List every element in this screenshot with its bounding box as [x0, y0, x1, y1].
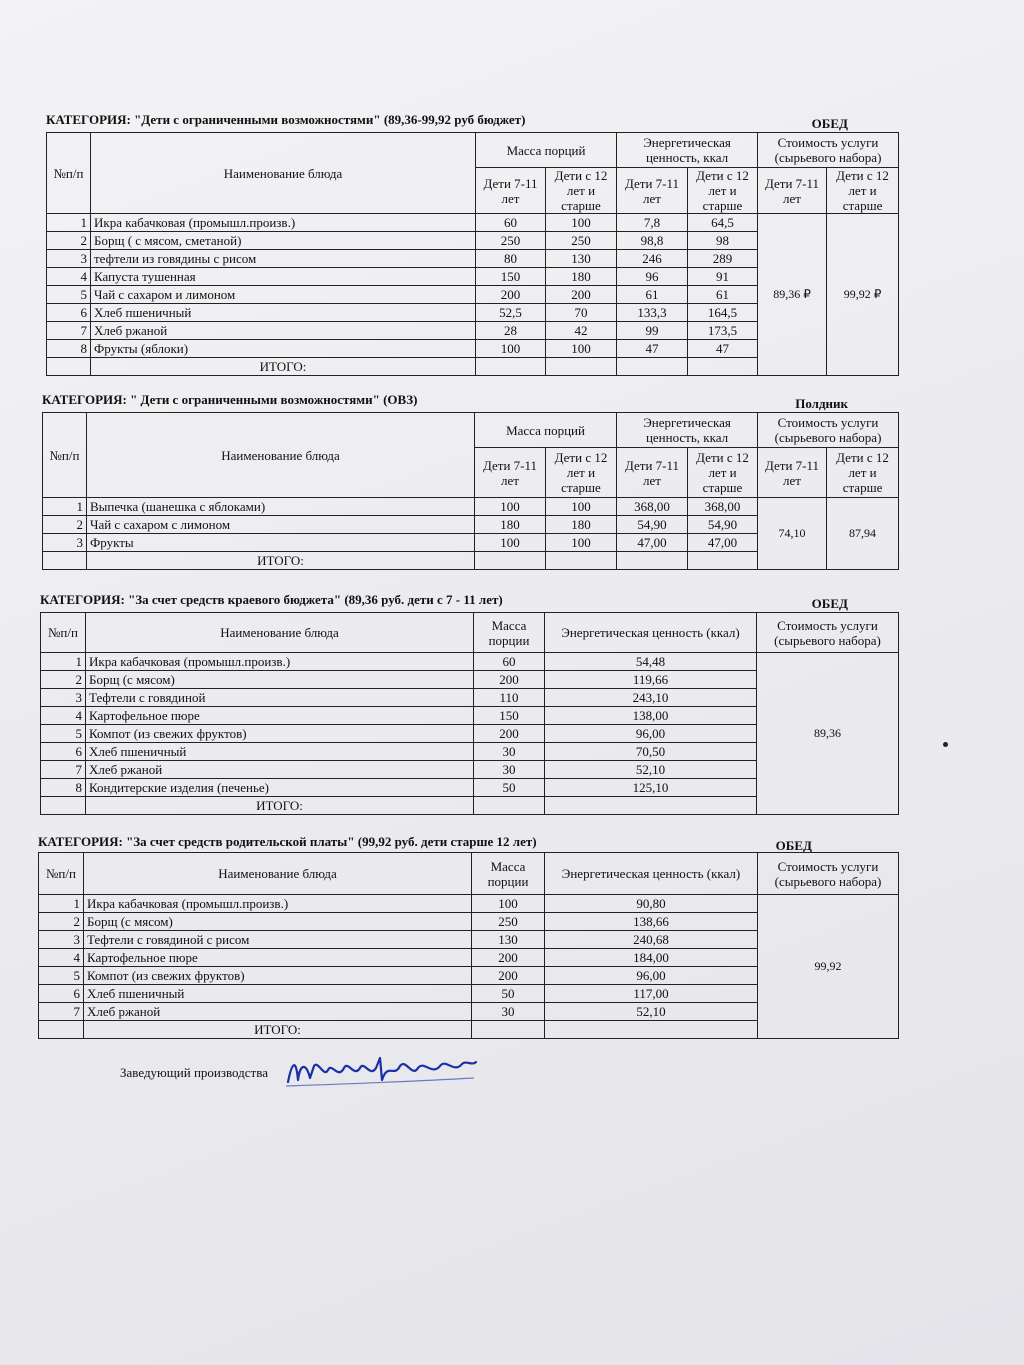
- mass-12: 130: [546, 250, 617, 268]
- energy: 117,00: [545, 985, 758, 1003]
- mass: 30: [472, 1003, 545, 1021]
- mass: 30: [474, 743, 545, 761]
- mass: 60: [474, 653, 545, 671]
- category-title: [40, 592, 898, 610]
- total-label: ИТОГО:: [91, 358, 476, 376]
- header-age-12: Дети с 12 лет и старше: [546, 448, 617, 498]
- header-age-12: Дети с 12 лет и старше: [688, 448, 758, 498]
- header-cost: Стоимость услуги (сырьевого набора): [757, 613, 899, 653]
- mass-12: 70: [546, 304, 617, 322]
- dish-name: Хлеб пшеничный: [84, 985, 472, 1003]
- energy-7-11: 47,00: [617, 534, 688, 552]
- dish-name: Борщ ( с мясом, сметаной): [91, 232, 476, 250]
- header-num: №п/п: [41, 613, 86, 653]
- mass-12: 180: [546, 516, 617, 534]
- mass-7-11: 250: [476, 232, 546, 250]
- row-number: 7: [39, 1003, 84, 1021]
- signature-label: Заведующий производства: [120, 1065, 268, 1080]
- total-label: ИТОГО:: [87, 552, 475, 570]
- dish-name: Икра кабачковая (промышл.произв.): [84, 895, 472, 913]
- cost-7-11: 74,10: [758, 498, 827, 570]
- table-row: [39, 895, 899, 913]
- category-title: [38, 834, 898, 852]
- energy: 138,00: [545, 707, 757, 725]
- dish-name: Капуста тушенная: [91, 268, 476, 286]
- menu-table: [38, 852, 899, 1039]
- mass-12: 100: [546, 498, 617, 516]
- row-number: 4: [47, 268, 91, 286]
- energy: 90,80: [545, 895, 758, 913]
- row-number: 2: [43, 516, 87, 534]
- meal-label: ОБЕД: [811, 596, 848, 611]
- header-energy: Энергетическая ценность (ккал): [545, 613, 757, 653]
- mass: 250: [472, 913, 545, 931]
- cost: 99,92: [758, 895, 899, 1039]
- energy-7-11: 368,00: [617, 498, 688, 516]
- row-number: 1: [41, 653, 86, 671]
- mass: 50: [472, 985, 545, 1003]
- row-number: 1: [39, 895, 84, 913]
- mass-7-11: 28: [476, 322, 546, 340]
- mass-7-11: 52,5: [476, 304, 546, 322]
- header-cost: Стоимость услуги (сырьевого набора): [758, 413, 899, 448]
- mass-7-11: 80: [476, 250, 546, 268]
- header-cost: Стоимость услуги (сырьевого набора): [758, 853, 899, 895]
- mass: 200: [474, 671, 545, 689]
- header-age-12: Дети с 12 лет и старше: [688, 168, 758, 214]
- dish-name: тефтели из говядины с рисом: [91, 250, 476, 268]
- header-mass: Масса порции: [474, 613, 545, 653]
- dish-name: Выпечка (шанешка с яблоками): [87, 498, 475, 516]
- energy-12: 61: [688, 286, 758, 304]
- category-text: КАТЕГОРИЯ: " Дети с ограниченными возможностями" (ОВЗ): [42, 392, 418, 407]
- meal-label: ОБЕД: [775, 838, 812, 853]
- mass-12: 180: [546, 268, 617, 286]
- category-title: [42, 392, 898, 410]
- energy-7-11: 99: [617, 322, 688, 340]
- mass: 100: [472, 895, 545, 913]
- header-age-7-11: Дети 7-11 лет: [476, 168, 546, 214]
- row-number: 7: [41, 761, 86, 779]
- mass: 50: [474, 779, 545, 797]
- dish-name: Картофельное пюре: [84, 949, 472, 967]
- dish-name: Хлеб ржаной: [91, 322, 476, 340]
- energy: 184,00: [545, 949, 758, 967]
- mass: 150: [474, 707, 545, 725]
- header-mass: Масса порции: [472, 853, 545, 895]
- mass-12: 42: [546, 322, 617, 340]
- row-number: 8: [41, 779, 86, 797]
- cost-7-11: 89,36 ₽: [758, 214, 827, 376]
- energy: 138,66: [545, 913, 758, 931]
- row-number: 3: [47, 250, 91, 268]
- mass: 130: [472, 931, 545, 949]
- cost: 89,36: [757, 653, 899, 815]
- table-row: [47, 214, 899, 232]
- total-label: ИТОГО:: [86, 797, 474, 815]
- header-num: №п/п: [47, 133, 91, 214]
- row-number: 4: [39, 949, 84, 967]
- row-number: 5: [47, 286, 91, 304]
- row-number: 7: [47, 322, 91, 340]
- header-energy: Энергетическая ценность, ккал: [617, 413, 758, 448]
- dish-name: Чай с сахаром с лимоном: [87, 516, 475, 534]
- header-mass: Масса порций: [476, 133, 617, 168]
- header-energy: Энергетическая ценность, ккал: [617, 133, 758, 168]
- row-number: 5: [41, 725, 86, 743]
- dish-name: Хлеб ржаной: [86, 761, 474, 779]
- header-energy: Энергетическая ценность (ккал): [545, 853, 758, 895]
- mass-12: 100: [546, 534, 617, 552]
- energy-12: 368,00: [688, 498, 758, 516]
- energy: 96,00: [545, 967, 758, 985]
- header-num: №п/п: [39, 853, 84, 895]
- category-text: КАТЕГОРИЯ: "Дети с ограниченными возможностями" (89,36-99,92 руб бюджет): [46, 112, 526, 127]
- ink-dot: [943, 742, 948, 747]
- header-age-12: Дети с 12 лет и старше: [827, 168, 899, 214]
- energy-12: 289: [688, 250, 758, 268]
- mass: 200: [474, 725, 545, 743]
- energy-12: 164,5: [688, 304, 758, 322]
- mass-12: 200: [546, 286, 617, 304]
- energy-7-11: 133,3: [617, 304, 688, 322]
- energy: 52,10: [545, 1003, 758, 1021]
- mass-12: 250: [546, 232, 617, 250]
- header-num: №п/п: [43, 413, 87, 498]
- mass-7-11: 180: [475, 516, 546, 534]
- mass-7-11: 60: [476, 214, 546, 232]
- energy: 70,50: [545, 743, 757, 761]
- dish-name: Компот (из свежих фруктов): [84, 967, 472, 985]
- energy-12: 64,5: [688, 214, 758, 232]
- energy-7-11: 96: [617, 268, 688, 286]
- energy-12: 47: [688, 340, 758, 358]
- energy-7-11: 47: [617, 340, 688, 358]
- dish-name: Кондитерские изделия (печенье): [86, 779, 474, 797]
- energy: 96,00: [545, 725, 757, 743]
- row-number: 8: [47, 340, 91, 358]
- dish-name: Фрукты (яблоки): [91, 340, 476, 358]
- energy: 54,48: [545, 653, 757, 671]
- section-3: [40, 592, 898, 816]
- dish-name: Хлеб пшеничный: [86, 743, 474, 761]
- header-age-7-11: Дети 7-11 лет: [617, 168, 688, 214]
- row-number: 1: [43, 498, 87, 516]
- mass-7-11: 100: [476, 340, 546, 358]
- header-name: Наименование блюда: [87, 413, 475, 498]
- header-name: Наименование блюда: [86, 613, 474, 653]
- mass-7-11: 100: [475, 534, 546, 552]
- dish-name: Чай с сахаром и лимоном: [91, 286, 476, 304]
- mass: 200: [472, 949, 545, 967]
- energy-7-11: 7,8: [617, 214, 688, 232]
- energy-12: 47,00: [688, 534, 758, 552]
- header-name: Наименование блюда: [84, 853, 472, 895]
- mass-7-11: 150: [476, 268, 546, 286]
- menu-table: [40, 612, 899, 815]
- dish-name: Тефтели с говядиной с рисом: [84, 931, 472, 949]
- dish-name: Фрукты: [87, 534, 475, 552]
- dish-name: Икра кабачковая (промышл.произв.): [91, 214, 476, 232]
- mass-12: 100: [546, 214, 617, 232]
- header-cost: Стоимость услуги (сырьевого набора): [758, 133, 899, 168]
- row-number: 3: [43, 534, 87, 552]
- category-text: КАТЕГОРИЯ: "За счет средств краевого бюджета" (89,36 руб. дети с 7 - 11 лет): [40, 592, 503, 607]
- energy-12: 91: [688, 268, 758, 286]
- header-age-7-11: Дети 7-11 лет: [475, 448, 546, 498]
- section-4: [38, 834, 898, 1046]
- meal-label: Полдник: [795, 396, 848, 411]
- dish-name: Тефтели с говядиной: [86, 689, 474, 707]
- row-number: 1: [47, 214, 91, 232]
- energy: 240,68: [545, 931, 758, 949]
- header-age-12: Дети с 12 лет и старше: [546, 168, 617, 214]
- energy-7-11: 246: [617, 250, 688, 268]
- cost-12: 87,94: [827, 498, 899, 570]
- header-age-7-11: Дети 7-11 лет: [758, 448, 827, 498]
- dish-name: Хлеб ржаной: [84, 1003, 472, 1021]
- mass: 110: [474, 689, 545, 707]
- dish-name: Картофельное пюре: [86, 707, 474, 725]
- section-1: [46, 112, 898, 384]
- dish-name: Борщ (с мясом): [84, 913, 472, 931]
- mass-7-11: 200: [476, 286, 546, 304]
- energy-7-11: 54,90: [617, 516, 688, 534]
- energy-7-11: 98,8: [617, 232, 688, 250]
- mass-12: 100: [546, 340, 617, 358]
- energy-12: 54,90: [688, 516, 758, 534]
- row-number: 2: [47, 232, 91, 250]
- row-number: 3: [39, 931, 84, 949]
- header-age-7-11: Дети 7-11 лет: [617, 448, 688, 498]
- mass-7-11: 100: [475, 498, 546, 516]
- dish-name: Икра кабачковая (промышл.произв.): [86, 653, 474, 671]
- row-number: 6: [41, 743, 86, 761]
- menu-table: [46, 132, 899, 376]
- cost-12: 99,92 ₽: [827, 214, 899, 376]
- mass: 200: [472, 967, 545, 985]
- energy-12: 173,5: [688, 322, 758, 340]
- header-mass: Масса порций: [475, 413, 617, 448]
- energy: 52,10: [545, 761, 757, 779]
- row-number: 2: [39, 913, 84, 931]
- energy: 243,10: [545, 689, 757, 707]
- dish-name: Хлеб пшеничный: [91, 304, 476, 322]
- dish-name: Компот (из свежих фруктов): [86, 725, 474, 743]
- row-number: 5: [39, 967, 84, 985]
- mass: 30: [474, 761, 545, 779]
- row-number: 6: [47, 304, 91, 322]
- row-number: 6: [39, 985, 84, 1003]
- section-2: [42, 392, 898, 578]
- handwritten-signature: [284, 1052, 484, 1092]
- table-row: [43, 498, 899, 516]
- dish-name: Борщ (с мясом): [86, 671, 474, 689]
- header-age-7-11: Дети 7-11 лет: [758, 168, 827, 214]
- meal-label: ОБЕД: [811, 116, 848, 131]
- header-age-12: Дети с 12 лет и старше: [827, 448, 899, 498]
- total-label: ИТОГО:: [84, 1021, 472, 1039]
- menu-table: [42, 412, 899, 570]
- category-title: [46, 112, 898, 130]
- energy: 125,10: [545, 779, 757, 797]
- row-number: 4: [41, 707, 86, 725]
- row-number: 2: [41, 671, 86, 689]
- table-row: [41, 653, 899, 671]
- energy-12: 98: [688, 232, 758, 250]
- category-text: КАТЕГОРИЯ: "За счет средств родительской платы" (99,92 руб. дети старше 12 лет): [38, 834, 537, 849]
- energy-7-11: 61: [617, 286, 688, 304]
- row-number: 3: [41, 689, 86, 707]
- header-name: Наименование блюда: [91, 133, 476, 214]
- energy: 119,66: [545, 671, 757, 689]
